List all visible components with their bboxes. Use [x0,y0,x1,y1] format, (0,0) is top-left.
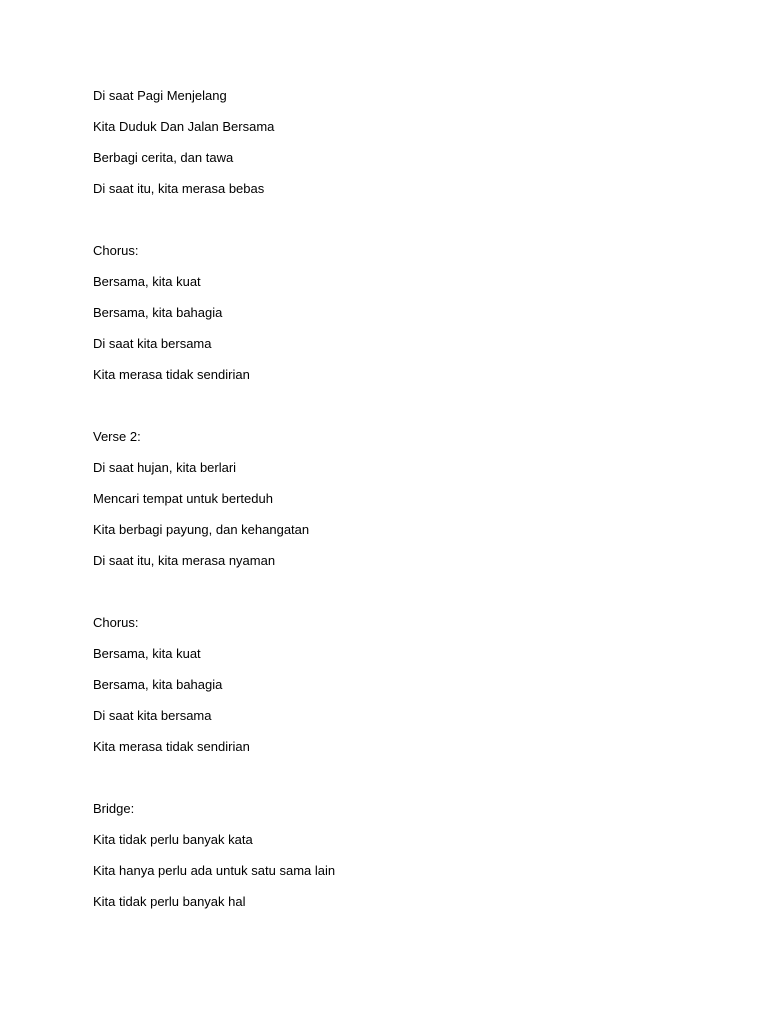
lyric-line: Kita tidak perlu banyak hal [93,894,246,909]
section-heading: Chorus: [93,615,139,630]
blank-line [93,768,693,799]
lyric-line: Di saat kita bersama [93,708,212,723]
lyric-line: Bersama, kita kuat [93,274,201,289]
lyric-line: Di saat Pagi Menjelang [93,88,227,103]
lyric-line: Kita Duduk Dan Jalan Bersama [93,119,275,134]
lyric-line: Di saat itu, kita merasa bebas [93,181,265,196]
section-heading: Chorus: [93,243,139,258]
lyric-line: Kita merasa tidak sendirian [93,739,250,754]
lyric-line: Kita tidak perlu banyak kata [93,832,253,847]
lyric-line: Mencari tempat untuk berteduh [93,491,273,506]
lyric-line: Bersama, kita kuat [93,646,201,661]
blank-line [93,210,693,241]
lyric-line: Kita merasa tidak sendirian [93,367,250,382]
chorus-1 [93,241,693,396]
section-heading: Verse 2: [93,429,141,444]
blank-line [93,396,693,427]
lyric-line: Bersama, kita bahagia [93,677,223,692]
lyric-line: Kita berbagi payung, dan kehangatan [93,522,310,537]
lyric-line: Kita hanya perlu ada untuk satu sama lain [93,863,336,878]
bridge [93,799,693,923]
section-heading: Bridge: [93,801,135,816]
chorus-2 [93,613,693,768]
verse-2 [93,427,693,582]
blank-line [93,582,693,613]
lyric-line: Di saat kita bersama [93,336,212,351]
lyric-line: Bersama, kita bahagia [93,305,223,320]
verse-1 [93,86,693,210]
lyric-line: Di saat itu, kita merasa nyaman [93,553,276,568]
lyric-line: Di saat hujan, kita berlari [93,460,237,475]
lyric-line: Berbagi cerita, dan tawa [93,150,234,165]
lyrics-body [93,86,693,923]
